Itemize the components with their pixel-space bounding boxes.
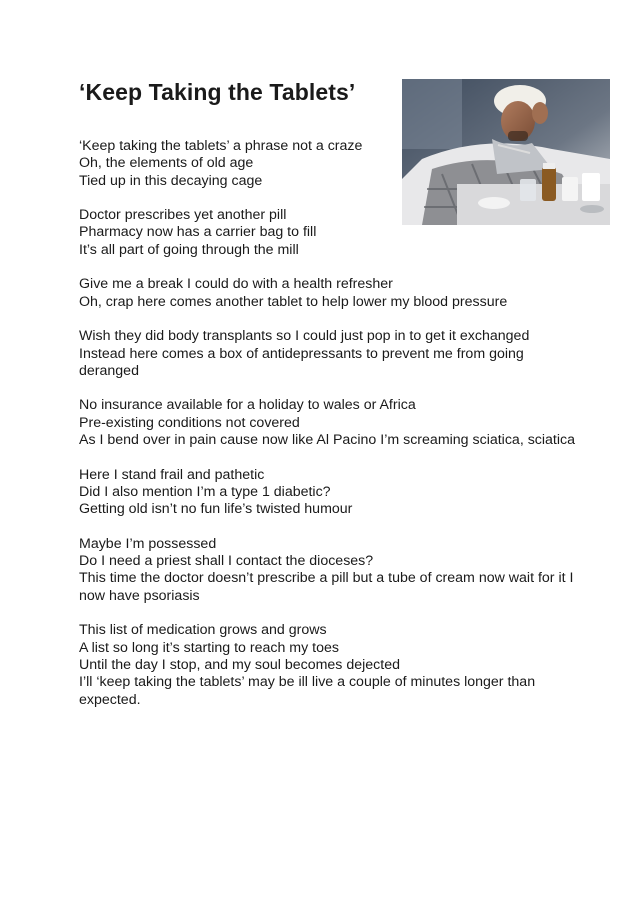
poem-line: Tied up in this decaying cage [79,172,263,189]
stanza-7 [79,536,579,605]
stanza-4 [79,328,579,380]
poem-line: Doctor prescribes yet another pill [79,207,287,224]
poem-line: Here I stand frail and pathetic [79,466,265,483]
poem-line: Pre-existing conditions not covered [79,414,300,431]
poem-line: Until the day I stop, and my soul becomes dejected [79,656,400,673]
stanza-8 [79,622,579,708]
poem-line: Pharmacy now has a carrier bag to fill [79,224,317,241]
stanza-2 [79,207,579,259]
poem-line: This time the doctor doesn’t prescribe a pill but a tube of cream now wait for it I now have psoriasis [79,570,574,604]
poem-line: Give me a break I could do with a health refresher [79,276,393,293]
stanza-1 [79,138,579,190]
poem-body [79,138,579,726]
poem-line: Did I also mention I’m a type 1 diabetic? [79,483,331,500]
poem-line: I’ll ‘keep taking the tablets’ may be ill live a couple of minutes longer than expected. [79,674,536,708]
poem-line: No insurance available for a holiday to wales or Africa [79,397,416,414]
poem-line: Oh, crap here comes another tablet to help lower my blood pressure [79,293,508,310]
poem-line: Oh, the elements of old age [79,155,254,172]
poem-line: It’s all part of going through the mill [79,241,299,258]
poem-line: As I bend over in pain cause now like Al Pacino I’m screaming sciatica, sciatica [79,432,576,449]
poem-line: Instead here comes a box of antidepressants to prevent me from going deranged [79,345,524,379]
stanza-3 [79,276,579,311]
poem-title: ‘Keep Taking the Tablets’ [79,79,356,105]
stanza-5 [79,397,579,449]
poem-line: A list so long it’s starting to reach my toes [79,639,339,656]
poem-line: Do I need a priest shall I contact the dioceses? [79,553,374,570]
poem-line: Wish they did body transplants so I could just pop in to get it exchanged [79,328,530,345]
poem-line: ‘Keep taking the tablets’ a phrase not a craze [79,138,363,154]
poem-line: This list of medication grows and grows [79,622,327,639]
stanza-6 [79,467,579,519]
poem-line: Getting old isn’t no fun life’s twisted humour [79,501,353,518]
poem-line: Maybe I’m possessed [79,535,217,552]
